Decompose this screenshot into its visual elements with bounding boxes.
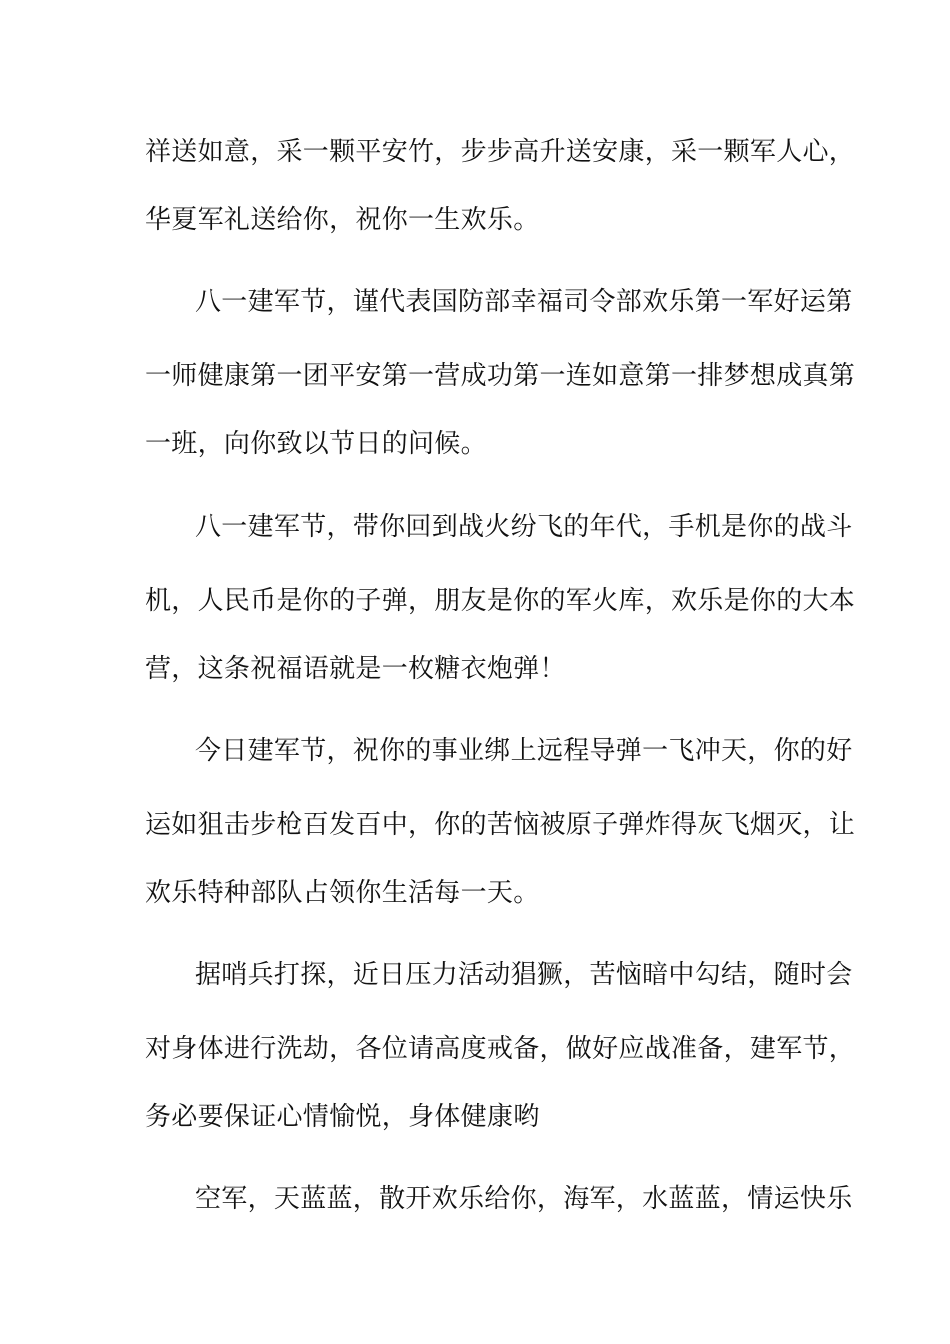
paragraph-start-line: 今日建军节，祝你的事业绑上远程导弹一飞冲天，你的好 [195, 736, 853, 766]
text-line: 欢乐特种部队占领你生活每一天。 [145, 878, 540, 908]
text-line: 祥送如意，采一颗平安竹，步步高升送安康，采一颗军人心， [145, 137, 856, 167]
text-line: 一师健康第一团平安第一营成功第一连如意第一排梦想成真第 [145, 361, 856, 391]
paragraph-start-line: 据哨兵打探，近日压力活动猖獗，苦恼暗中勾结，随时会 [195, 960, 853, 990]
text-line: 一班，向你致以节日的问候。 [145, 429, 487, 459]
text-line: 机，人民币是你的子弹，朋友是你的军火库，欢乐是你的大本 [145, 586, 856, 616]
text-line: 运如狙击步枪百发百中，你的苦恼被原子弹炸得灰飞烟灭，让 [145, 810, 856, 840]
text-line: 华夏军礼送给你，祝你一生欢乐。 [145, 205, 540, 235]
paragraph-start-line: 八一建军节，带你回到战火纷飞的年代，手机是你的战斗 [195, 512, 853, 542]
text-line: 对身体进行洗劫，各位请高度戒备，做好应战准备，建军节， [145, 1034, 856, 1064]
paragraph-start-line: 八一建军节，谨代表国防部幸福司令部欢乐第一军好运第 [195, 287, 853, 317]
text-line: 务必要保证心情愉悦，身体健康哟 [145, 1102, 540, 1132]
paragraph-start-line: 空军，天蓝蓝，散开欢乐给你，海军，水蓝蓝，情运快乐 [195, 1184, 853, 1214]
text-line: 营，这条祝福语就是一枚糖衣炮弹！ [145, 654, 566, 684]
